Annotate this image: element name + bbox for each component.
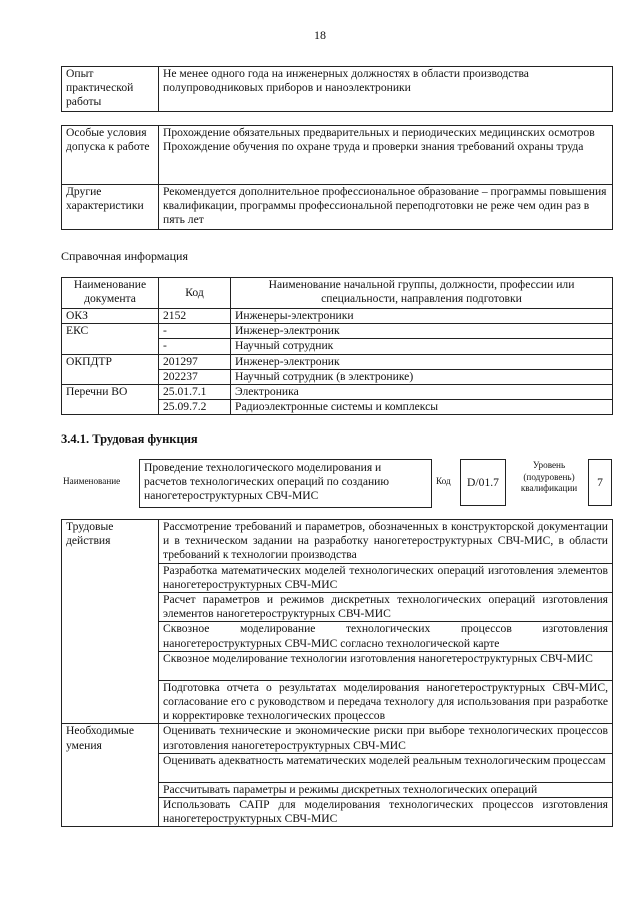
column-header-code: Код [159, 278, 231, 309]
ref-name: Научный сотрудник [231, 339, 613, 354]
admission-value [159, 126, 613, 185]
function-code-value: D/01.7 [467, 476, 499, 489]
function-code-box [460, 459, 506, 506]
qualification-level-value: 7 [597, 476, 603, 489]
action-item: Рассмотрение требований и параметров, обозначенных в конструкторской документации и в техническом задании на разработку наногетероструктурных СВЧ-МИС, в области требований к технологии производства [159, 520, 613, 564]
table-row [62, 520, 613, 564]
ref-code: - [159, 339, 231, 354]
table-row [62, 354, 613, 369]
action-item: Разработка математических моделей технологических операций изготовления элементов наногетероструктурных СВЧ-МИС [159, 563, 613, 592]
ref-name: Электроника [231, 385, 613, 400]
ref-doc: ОКПДТР [62, 354, 159, 384]
table-row [62, 324, 613, 339]
function-name-box [139, 459, 432, 508]
ref-name: Инженер-электроник [231, 354, 613, 369]
other-value: Рекомендуется дополнительное профессиональное образование – программы повышения квалификации, программы профессиональной переподготовки не реже чем один раз в пять лет [159, 185, 613, 230]
function-name-label: Наименование [63, 476, 121, 486]
skill-item: Рассчитывать параметры и режимы дискретных технологических операций [159, 782, 613, 797]
ref-doc: ОКЗ [62, 309, 159, 324]
function-code-label: Код [436, 476, 451, 486]
table-row [62, 309, 613, 324]
admission-item: Прохождение обучения по охране труда и проверки знания требований охраны труда [163, 140, 584, 154]
skill-item: Оценивать адекватность математических моделей реальным технологическим процессам [159, 753, 613, 782]
table-header-row [62, 278, 613, 309]
admission-label: Особые условия допуска к работе [62, 126, 159, 185]
ref-code: - [159, 324, 231, 339]
table-row [62, 385, 613, 400]
actions-label: Трудовые действия [62, 520, 159, 724]
ref-code: 201297 [159, 354, 231, 369]
skill-item: Использовать САПР для моделирования технологических процессов изготовления наногетероструктурных СВЧ-МИС [159, 798, 613, 827]
action-item: Расчет параметров и режимов дискретных технологических операций изготовления элементов наногетероструктурных СВЧ-МИС [159, 593, 613, 622]
ref-code: 25.01.7.1 [159, 385, 231, 400]
ref-name: Инженеры-электроники [231, 309, 613, 324]
action-item: Сквозное моделирование технологии изготовления наногетероструктурных СВЧ-МИС [159, 651, 613, 680]
qualification-level-label: Уровень (подуровень) квалификации [520, 460, 578, 493]
reference-table [61, 277, 613, 415]
action-item: Сквозное моделирование технологических процессов изготовления наногетероструктурных СВЧ-МИС согласно технологической карте [159, 622, 613, 651]
experience-value: Не менее одного года на инженерных должностях в области производства полупроводниковых приборов и наноэлектроники [159, 67, 613, 112]
reference-title: Справочная информация [61, 249, 188, 263]
conditions-table [61, 125, 613, 230]
column-header-document: Наименование документа [62, 278, 159, 309]
section-heading: 3.4.1. Трудовая функция [61, 432, 198, 446]
table-row [62, 724, 613, 753]
table-row [62, 126, 613, 185]
column-header-name: Наименование начальной группы, должности, профессии или специальности, направления подготовки [231, 278, 613, 309]
experience-label: Опыт практической работы [62, 67, 159, 112]
table-row [62, 67, 613, 112]
function-details-table [61, 519, 613, 827]
skill-item: Оценивать технические и экономические риски при выборе технологических процессов изготовления наногетероструктурных СВЧ-МИС [159, 724, 613, 753]
qualification-level-box [588, 459, 612, 506]
page-number: 18 [314, 28, 326, 42]
ref-name: Радиоэлектронные системы и комплексы [231, 400, 613, 415]
other-label: Другие характеристики [62, 185, 159, 230]
ref-name: Научный сотрудник (в электронике) [231, 369, 613, 384]
ref-doc: Перечни ВО [62, 385, 159, 415]
function-name-value: Проведение технологического моделирования и расчетов технологических операций по созданию наногетероструктурных СВЧ-МИС [144, 461, 390, 503]
ref-code: 202237 [159, 369, 231, 384]
ref-name: Инженер-электроник [231, 324, 613, 339]
skills-label: Необходимые умения [62, 724, 159, 827]
action-item: Подготовка отчета о результатах моделирования наногетероструктурных СВЧ-МИС, согласование его с руководством и передача технологу для использования при разработке и корректировке технологических процессов [159, 680, 613, 724]
ref-doc: ЕКС [62, 324, 159, 354]
experience-table [61, 66, 613, 112]
ref-code: 2152 [159, 309, 231, 324]
table-row [62, 185, 613, 230]
admission-item: Прохождение обязательных предварительных и периодических медицинских осмотров [163, 126, 595, 139]
ref-code: 25.09.7.2 [159, 400, 231, 415]
